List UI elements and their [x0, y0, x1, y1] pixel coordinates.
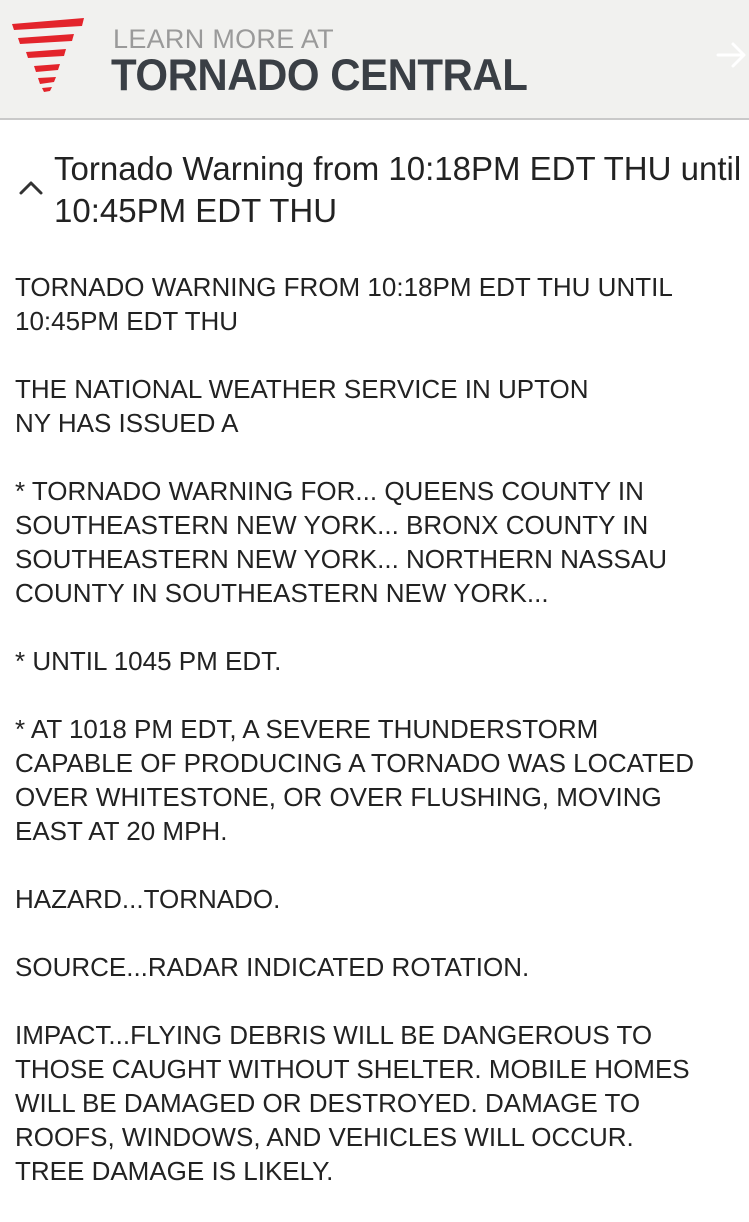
- tornado-logo-icon: [8, 16, 88, 92]
- alert-paragraph: * AT 1018 PM EDT, A SEVERE THUNDERSTORM CAPABLE OF PRODUCING A TORNADO WAS LOCATED OVER WHITESTONE, OR OVER FLUSHING, MOVING EAST AT 20 MPH.: [15, 714, 695, 846]
- alert-paragraph: * TORNADO WARNING FOR... QUEENS COUNTY IN SOUTHEASTERN NEW YORK... BRONX COUNTY IN SOUTHEASTERN NEW YORK... NORTHERN NASSAU COUNTY IN SOUTHEASTERN NEW YORK...: [15, 476, 668, 608]
- alert-paragraph: * UNTIL 1045 PM EDT.: [15, 646, 282, 676]
- learn-more-label: LEARN MORE AT: [113, 24, 334, 54]
- alert-paragraph: IMPACT...FLYING DEBRIS WILL BE DANGEROUS TO THOSE CAUGHT WITHOUT SHELTER. MOBILE HOMES WILL BE DAMAGED OR DESTROYED. DAMAGE TO ROOFS, WINDOWS, AND VEHICLES WILL OCCUR. TREE DAMAGE IS LIKELY.: [15, 1020, 690, 1186]
- tornado-central-banner[interactable]: [0, 0, 749, 120]
- alert-paragraph: SOURCE...RADAR INDICATED ROTATION.: [15, 952, 530, 982]
- alert-paragraph: HAZARD...TORNADO.: [15, 884, 281, 914]
- arrow-right-icon[interactable]: [716, 40, 748, 70]
- brand-title: TORNADO CENTRAL: [111, 50, 528, 100]
- alert-title: Tornado Warning from 10:18PM EDT THU until 10:45PM EDT THU: [54, 150, 742, 229]
- chevron-up-icon[interactable]: [18, 178, 44, 196]
- alert-body: [15, 270, 740, 1222]
- alert-paragraph: TORNADO WARNING FROM 10:18PM EDT THU UNTIL 10:45PM EDT THU: [15, 272, 673, 336]
- alert-paragraph: THE NATIONAL WEATHER SERVICE IN UPTON NY HAS ISSUED A: [15, 374, 589, 438]
